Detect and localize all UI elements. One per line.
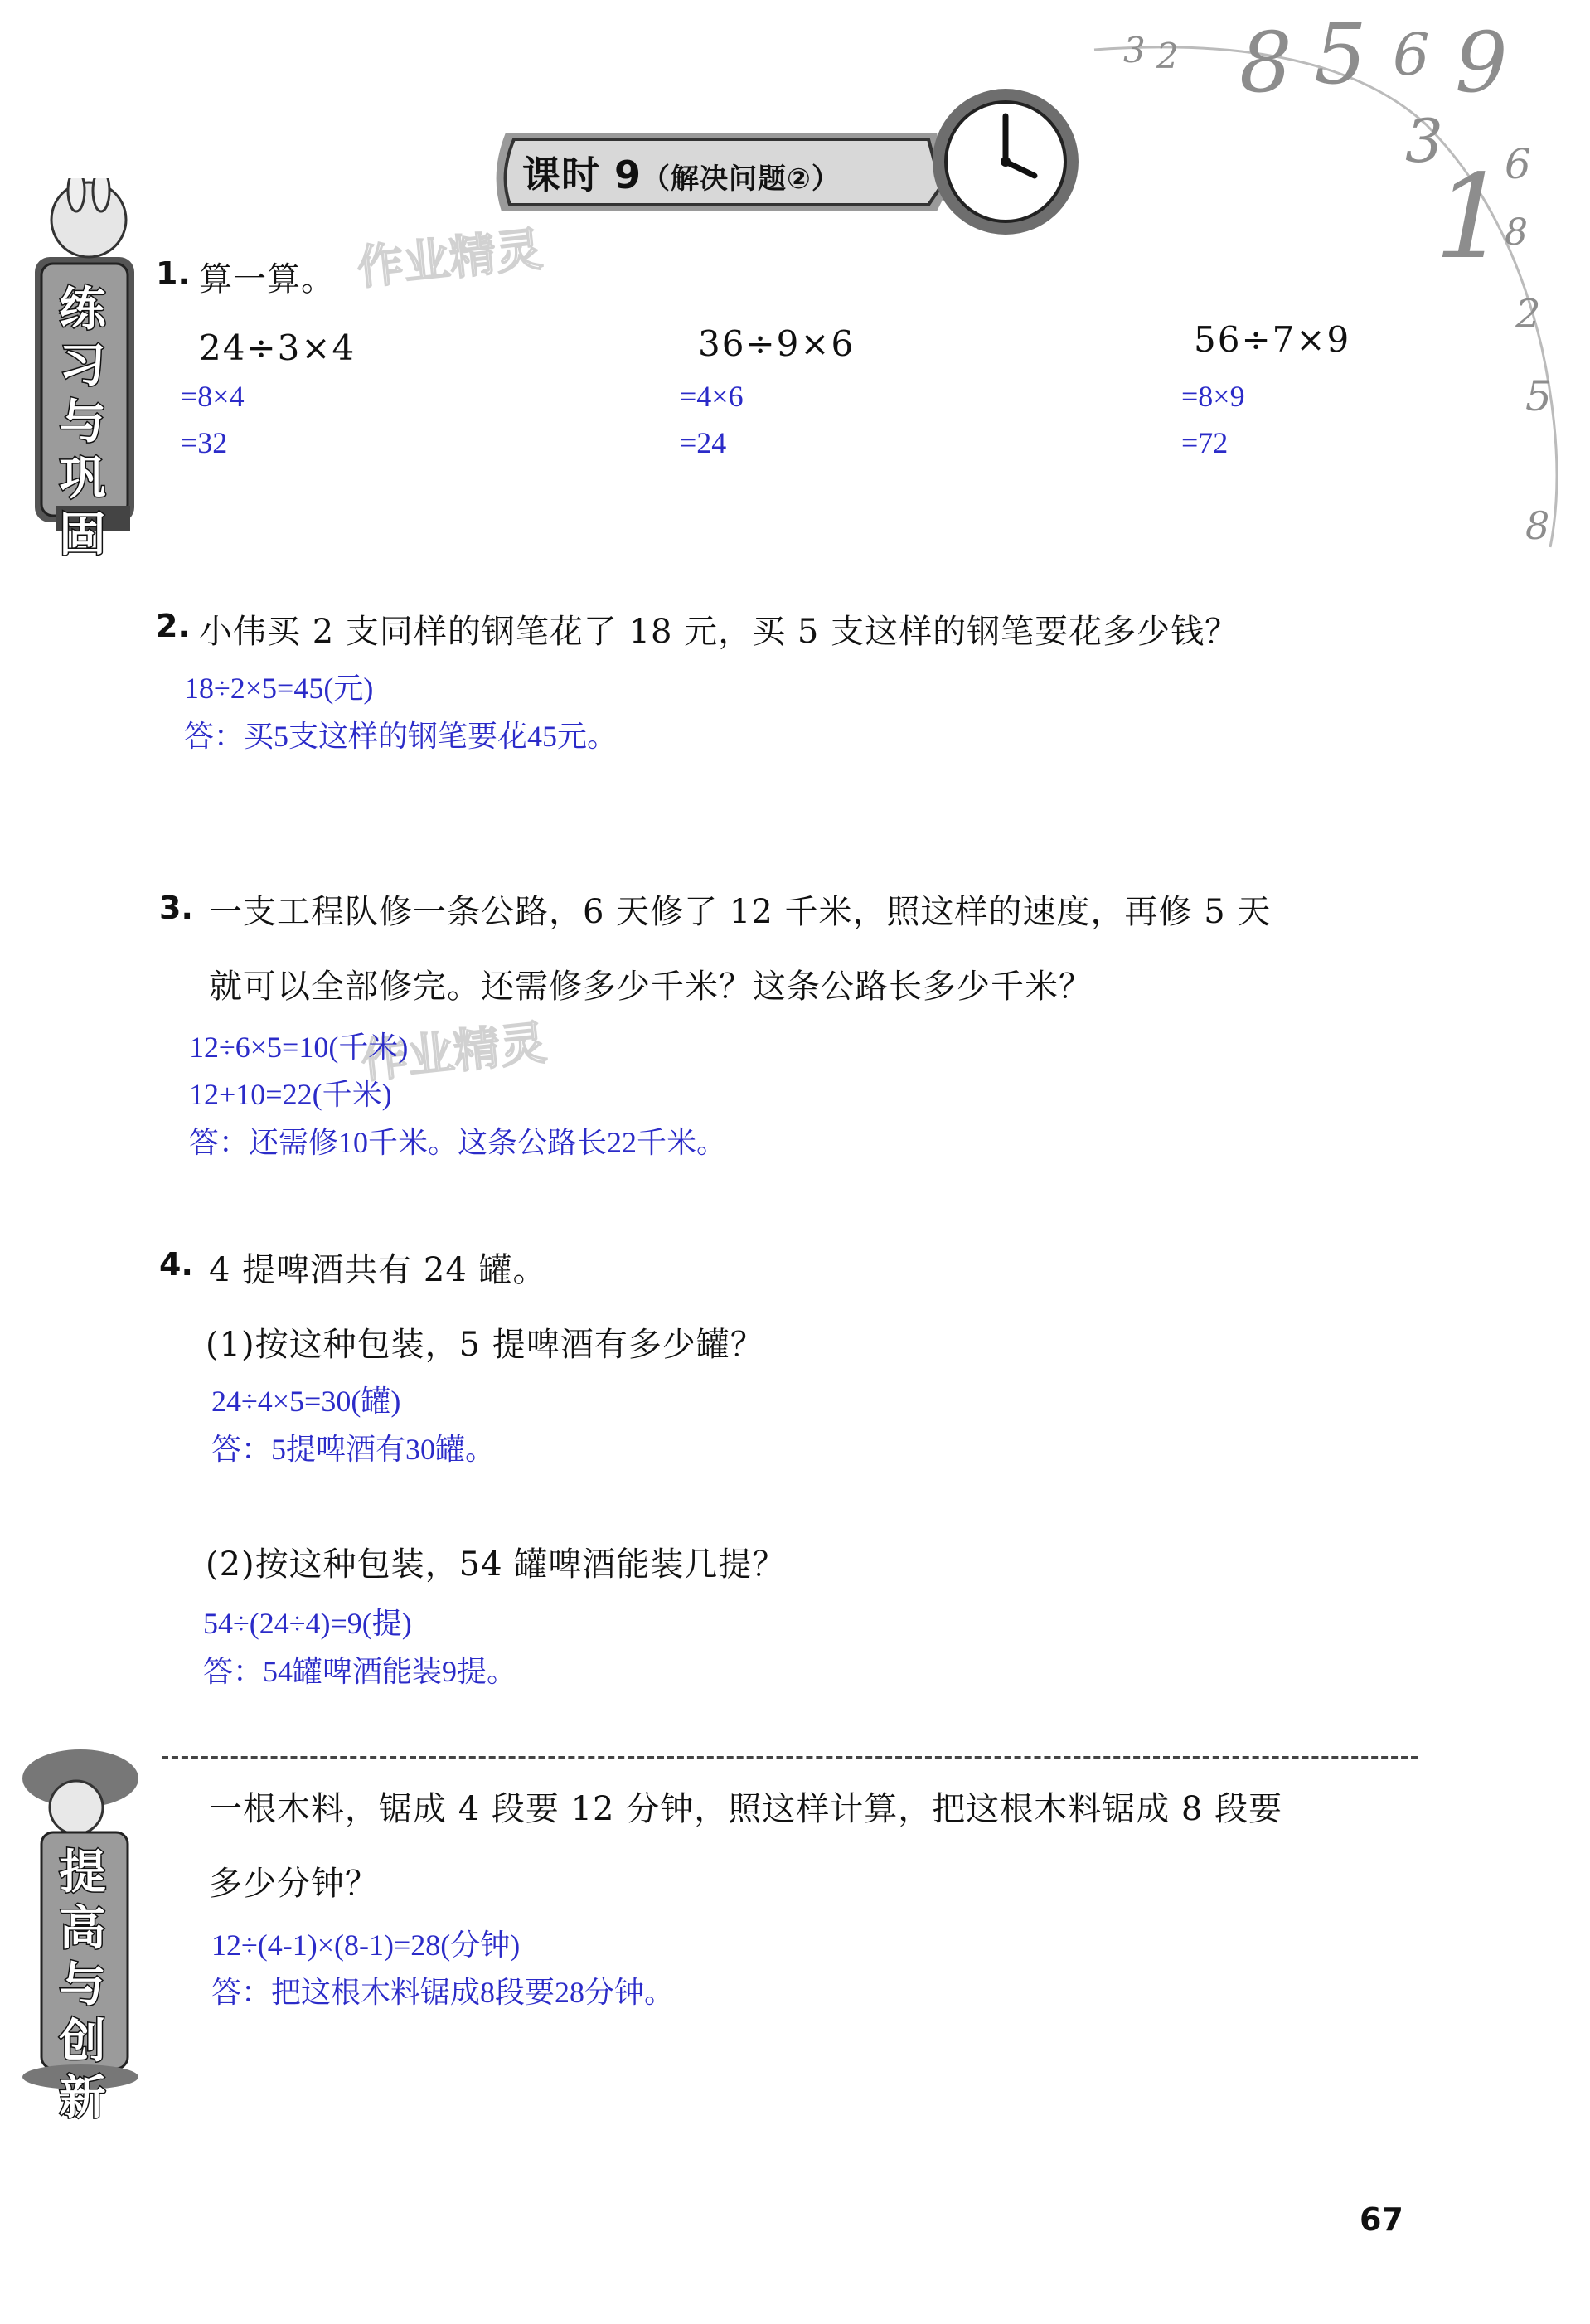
q2-answer: 答：买5支这样的钢笔要花45元。 — [184, 720, 618, 753]
q4-sub2-answer: 答：54罐啤酒能装9提。 — [203, 1655, 517, 1688]
q1-step: =4×6 — [680, 380, 744, 413]
deco-digit: 6 — [1505, 140, 1531, 188]
extend-text-line1: 一根木料，锯成 4 段要 12 分钟，照这样计算，把这根木料锯成 8 段要 — [209, 1790, 1283, 1828]
deco-digit: 8 — [1239, 14, 1292, 111]
deco-digit: 3 — [1405, 106, 1443, 176]
q3-answer: 12÷6×5=10(千米) — [189, 1031, 409, 1064]
deco-digit: 2 — [1156, 36, 1179, 76]
q1-expr-3: 56÷7×9 — [1194, 319, 1351, 360]
title-banner — [489, 108, 953, 220]
q1-step: =72 — [1181, 426, 1229, 459]
clock-icon — [927, 83, 1084, 240]
q4-sub1-answer: 24÷4×5=30(罐) — [211, 1385, 401, 1418]
q1-text: 算一算。 — [199, 260, 335, 298]
q4-sub1-answer: 答：5提啤酒有30罐。 — [211, 1433, 496, 1466]
q4-sub1-text: (1)按这种包装，5 提啤酒有多少罐？ — [206, 1326, 764, 1364]
extend-answer: 答：把这根木料锯成8段要28分钟。 — [211, 1976, 675, 2009]
extend-badge-label: 提高与创新 — [59, 1846, 106, 2125]
q2-number: 2. — [156, 608, 190, 644]
deco-digit: 8 — [1505, 211, 1528, 254]
title-main: 课时 9 — [522, 153, 642, 197]
deco-digit: 1 — [1434, 150, 1509, 285]
practice-badge-label: 练习与巩固 — [59, 283, 106, 562]
title-sub: （解决问题②） — [642, 163, 841, 196]
q3-text-line2: 就可以全部修完。还需修多少千米？这条公路长多少千米？ — [209, 968, 1093, 1006]
q4-number: 4. — [159, 1246, 193, 1283]
q1-number: 1. — [156, 255, 190, 292]
deco-digit: 6 — [1393, 21, 1430, 89]
q1-step: =8×9 — [1181, 380, 1245, 413]
watermark: 作业精灵 — [354, 222, 545, 296]
q1-step: =8×4 — [181, 380, 245, 413]
extend-answer: 12÷(4-1)×(8-1)=28(分钟) — [211, 1929, 521, 1962]
q4-sub2-answer: 54÷(24÷4)=9(提) — [203, 1607, 412, 1640]
decorative-digits — [1078, 0, 1590, 580]
deco-digit: 8 — [1525, 503, 1550, 548]
q3-answer: 答：还需修10千米。这条公路长22千米。 — [189, 1126, 727, 1159]
q1-expr-1: 24÷3×4 — [199, 327, 356, 368]
practice-badge — [18, 178, 143, 562]
q1-expr-2: 36÷9×6 — [698, 323, 856, 364]
section-divider — [162, 1756, 1418, 1759]
extend-badge — [18, 1733, 143, 2125]
watermark: 作业精灵 — [358, 1016, 550, 1089]
deco-digit: 2 — [1515, 291, 1541, 337]
q2-answer: 18÷2×5=45(元) — [184, 672, 374, 705]
q3-text-line1: 一支工程队修一条公路，6 天修了 12 千米，照这样的速度，再修 5 天 — [209, 893, 1272, 931]
q4-text: 4 提啤酒共有 24 罐。 — [209, 1251, 547, 1289]
q3-answer: 12+10=22(千米) — [189, 1078, 392, 1111]
deco-digit: 5 — [1314, 6, 1367, 103]
q1-step: =24 — [680, 426, 727, 459]
deco-digit: 3 — [1123, 30, 1146, 70]
page-number: 67 — [1360, 2201, 1403, 2238]
q4-sub2-text: (2)按这种包装，54 罐啤酒能装几提？ — [206, 1545, 787, 1584]
q3-number: 3. — [159, 890, 193, 926]
q1-step: =32 — [181, 426, 228, 459]
page-title — [522, 145, 953, 195]
extend-text-line2: 多少分钟？ — [209, 1865, 379, 1903]
deco-digit: 9 — [1455, 14, 1508, 111]
q2-text: 小伟买 2 支同样的钢笔花了 18 元，买 5 支这样的钢笔要花多少钱？ — [199, 613, 1239, 651]
deco-digit: 5 — [1525, 372, 1552, 420]
